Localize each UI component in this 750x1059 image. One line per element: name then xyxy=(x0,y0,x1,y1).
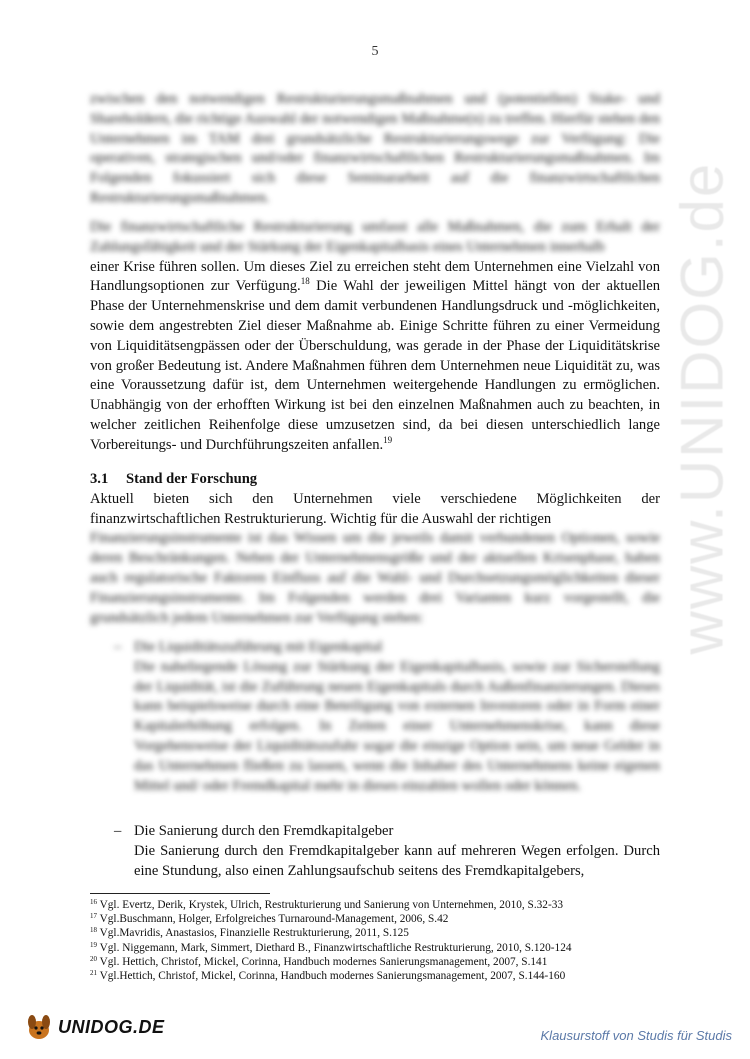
unidog-logo[interactable] xyxy=(24,1012,165,1042)
footnote xyxy=(90,898,690,912)
footnote-rule xyxy=(90,893,270,894)
footnote-number: 20 xyxy=(90,954,97,963)
list-item-equity xyxy=(90,638,660,796)
footnote xyxy=(90,941,690,955)
logo-text: UNIDOG.DE xyxy=(58,1016,165,1037)
footnote-number: 18 xyxy=(90,926,97,935)
tagline: Klausurstoff von Studis für Studis xyxy=(540,1028,732,1043)
dash-bullet: – xyxy=(114,639,122,655)
footnote-ref: 18 xyxy=(300,276,310,287)
footnote-number: 21 xyxy=(90,969,97,978)
text-span: Die Wahl der jeweiligen Mittel hängt von der aktuellen Phase der Unternehmenskrise und dem damit verbundenen Handlungsdruck und -möglichkeiten, sowie dem angestrebten Ziel dieser Maßnahme ab. Einige Schritte führen zu einer Vermeidung von Liquiditätsengpässen oder der Überschuldung, was gerade in der Phase der Liquiditätskrise von großer Bedeutung ist. Andere Maßnahmen führen dem Unternehmen neue Liquidität zu, was eine Voraussetzung dafür ist, dem Unternehmen weitergehende Handlungen zu ermöglichen. Unabhängig von der erhofften Wirkung ist bei den einzelnen Maßnahmen auch zu beachten, in welcher zeitlichen Reihenfolge diese umzusetzen sind, da bei diesen unterschiedlich lange Vorbereitungs- und Durchführungszeiten anfallen. xyxy=(90,278,660,453)
blurred-text: Finanzierungsinstrumente ist das Wissen um die jeweils damit verbundenen Optionen, sowie deren Beschränkungen. Neben der Unternehmensgröße und der aktuellen Krisenphase, haben auch regulatorische Faktoren Einfluss auf die Wahl- und Durchsetzungsmöglichkeiten dieser Finanzierungsinstrumente. Im Folgenden werden drei Varianten kurz vorgestellt, die grundsätzlich jedem Unternehmen zur Verfügung stehen: xyxy=(90,530,660,626)
item-title: Die Sanierung durch den Fremdkapitalgeber xyxy=(134,823,394,839)
footnote-text: Vgl. Niggemann, Mark, Simmert, Diethard B., Finanzwirtschaftliche Restrukturierung, 2010, S.120-124 xyxy=(97,941,572,954)
section-number: 3.1 xyxy=(90,471,109,487)
section-3-1 xyxy=(90,470,660,628)
footnote xyxy=(90,969,690,983)
text-span: einer Krise führen sollen. Um dieses Ziel zu erreichen steht dem Unternehmen eine Vielzahl von Handlungsoptionen zur Verfügung. xyxy=(90,258,660,295)
footnote xyxy=(90,926,690,940)
section-title: Stand der Forschung xyxy=(126,471,258,487)
paragraph-text: Aktuell bieten sich den Unternehmen viele verschiedene Möglichkeiten der finanzwirtschaftlichen Restrukturierung. Wichtig für die Auswahl der richtigen xyxy=(90,490,660,527)
footnote-text: Vgl.Buschmann, Holger, Erfolgreiches Turnaround-Management, 2006, S.42 xyxy=(97,913,449,926)
list-item xyxy=(90,638,660,796)
dog-icon xyxy=(24,1012,54,1042)
blurred-paragraph-top xyxy=(90,90,660,209)
blurred-item-title: Die Liquiditätszuführung mit Eigenkapital xyxy=(134,639,383,655)
paragraph-finance-restructuring xyxy=(90,218,660,456)
list-item xyxy=(90,822,660,881)
paragraph-text xyxy=(90,258,660,456)
blurred-text: zwischen den notwendigen Restrukturierungsmaßnahmen und (potentiellen) Stake- und Shareholdern, die richtige Auswahl der notwendigen Maßnahme(n) zu treffen. Hierfür stehen den Unternehmen im TAM drei grundsätzliche Restrukturierungswege zur Verfügung: Die operativen, strategischen und/oder finanzwirtschaftlichen Restrukturierungsmaßnahmen. Im Folgenden fokussiert sich diese Seminararbeit auf die finanzwirtschaftlichen Restrukturierungsmaßnahmen. xyxy=(90,91,660,206)
item-body: Die Sanierung durch den Fremdkapitalgeber kann auf mehreren Wegen erfolgen. Durch eine Stundung, also einen Zahlungsaufschub seitens des Fremdkapitalgebers, xyxy=(134,842,660,879)
page-number: 5 xyxy=(371,44,379,59)
watermark: www.UNIDOG.de xyxy=(668,161,736,655)
footnote-ref: 19 xyxy=(383,434,393,445)
blurred-text: Die finanzwirtschaftliche Restrukturierung umfasst alle Maßnahmen, die zum Erhalt der Zahlungsfähigkeit und der Stärkung der Eigenkapitalbasis eines Unternehmen innerhalb xyxy=(90,219,660,255)
footnote-text: Vgl. Hettich, Christof, Mickel, Corinna, Handbuch modernes Sanierungsmanagement, 2007, S.141 xyxy=(97,955,548,968)
list-item-debt xyxy=(90,822,660,881)
footnote-text: Vgl.Hettich, Christof, Mickel, Corinna, Handbuch modernes Sanierungsmanagement, 2007, S.144-160 xyxy=(97,970,566,983)
footnote-number: 19 xyxy=(90,940,97,949)
footnote xyxy=(90,955,690,969)
footnote-number: 17 xyxy=(90,912,97,921)
footnote-text: Vgl. Evertz, Derik, Krystek, Ulrich, Restrukturierung und Sanierung von Unternehmen, 2010, S.32-33 xyxy=(97,899,564,911)
footnotes xyxy=(90,898,690,983)
footnote xyxy=(90,912,690,926)
blurred-item-body: Die naheliegende Lösung zur Stärkung der Eigenkapitalbasis, sowie zur Sicherstellung der Liquidität, ist die Zuführung neuen Eigenkapitals durch Außenfinanzierungen. Dieses kann beispielsweise durch eine Beteiligung von externen Investoren oder in Form einer Kapitalerhöhung erfolgen. In Zeiten einer Unternehmenskrise, kann diese Vorgehensweise der Liquiditätszufuhr sogar die einzige Option sein, um neue Gelder in das Unternehmen fließen zu lassen, wenn die Inhaber des Unternehmens keine eigenen Mittel und/ oder Fremdkapital mehr in dieses einzahlen wollen oder können. xyxy=(134,658,660,794)
dash-bullet: – xyxy=(114,823,122,839)
footnote-text: Vgl.Mavridis, Anastasios, Finanzielle Restrukturierung, 2011, S.125 xyxy=(97,927,409,940)
section-heading xyxy=(90,470,660,490)
footnote-number: 16 xyxy=(90,898,97,906)
